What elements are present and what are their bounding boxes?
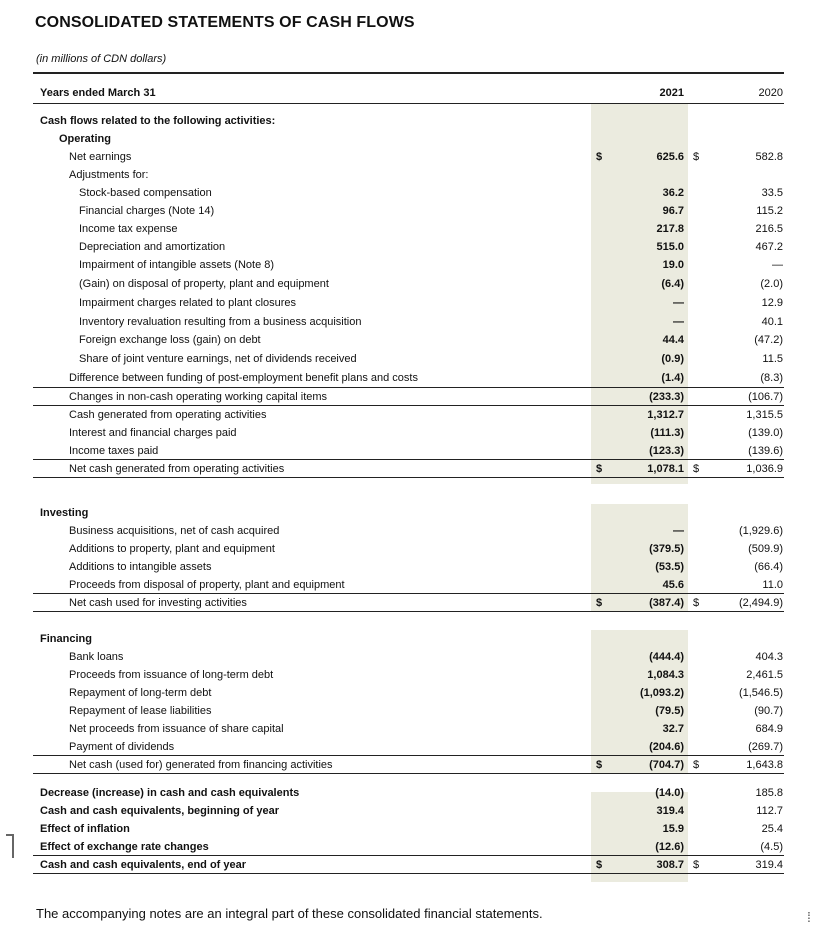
value-2021: (704.7) — [649, 759, 684, 771]
table-row — [0, 460, 816, 478]
value-2021: (53.5) — [655, 561, 684, 573]
table-row — [0, 238, 816, 256]
table-row — [0, 350, 816, 368]
value-2020: 467.2 — [755, 241, 783, 253]
table-row — [0, 576, 816, 594]
table-row — [0, 256, 816, 274]
subtotal-rule — [33, 387, 784, 388]
currency-2021: $ — [596, 859, 603, 871]
table-row — [0, 684, 816, 702]
value-2021: 32.7 — [662, 723, 684, 735]
table-row — [0, 442, 816, 460]
value-2020: 11.0 — [762, 579, 783, 591]
table-row — [0, 720, 816, 738]
currency-2020: $ — [693, 859, 700, 871]
value-2020: 1,036.9 — [746, 463, 783, 475]
currency-2020: $ — [693, 151, 700, 163]
table-row — [0, 331, 816, 349]
value-2020: 11.5 — [762, 353, 783, 365]
value-2020: (47.2) — [754, 334, 783, 346]
value-2021: (379.5) — [649, 543, 684, 555]
value-2020: 216.5 — [755, 223, 783, 235]
row-label: Changes in non-cash operating working capital items — [69, 391, 328, 403]
table-row — [0, 202, 816, 220]
row-label: Bank loans — [69, 651, 124, 663]
value-2020: (139.6) — [748, 445, 783, 457]
table-row — [0, 522, 816, 540]
row-label: Additions to property, plant and equipment — [69, 543, 275, 555]
value-2021: (111.3) — [650, 427, 684, 439]
row-label: Decrease (increase) in cash and cash equivalents — [40, 787, 300, 799]
value-2021: (1.4) — [661, 372, 684, 384]
row-label: Income tax expense — [79, 223, 178, 235]
value-2021: (1,093.2) — [639, 687, 684, 699]
row-label: Proceeds from issuance of long-term debt — [69, 669, 274, 681]
row-label: Financial charges (Note 14) — [79, 205, 215, 217]
value-2021: — — [673, 297, 684, 309]
currency-2021: $ — [596, 759, 603, 771]
value-2021: (233.3) — [649, 391, 684, 403]
table-row — [0, 148, 816, 166]
subtotal-rule — [33, 459, 784, 460]
table-row — [0, 294, 816, 312]
table-row — [0, 856, 816, 874]
row-label: Cash generated from operating activities — [69, 409, 267, 421]
value-2020: (8.3) — [760, 372, 783, 384]
table-row — [0, 838, 816, 856]
table-row — [0, 313, 816, 331]
value-2020: (139.0) — [748, 427, 783, 439]
subtotal-rule — [33, 855, 784, 856]
value-2020: 12.9 — [761, 297, 783, 309]
value-2021: 1,312.7 — [647, 409, 684, 421]
value-2021: (123.3) — [649, 445, 684, 457]
subtotal-rule — [33, 755, 784, 756]
table-row — [0, 130, 816, 148]
value-2020: 2,461.5 — [746, 669, 783, 681]
value-2021: 1,084.3 — [647, 669, 684, 681]
row-label: Net cash (used for) generated from financing activities — [69, 759, 333, 771]
subtotal-rule — [33, 405, 784, 406]
row-label: Cash and cash equivalents, beginning of year — [40, 805, 280, 817]
units-note: (in millions of CDN dollars) — [36, 53, 167, 65]
table-row — [0, 820, 816, 838]
value-2020: (90.7) — [754, 705, 783, 717]
row-label: Impairment charges related to plant closures — [79, 297, 297, 309]
value-2020: 319.4 — [755, 859, 783, 871]
value-2021: — — [673, 316, 684, 328]
value-2021: (204.6) — [649, 741, 684, 753]
table-row — [0, 184, 816, 202]
value-2020: 582.8 — [755, 151, 783, 163]
row-label: Income taxes paid — [69, 445, 159, 457]
value-2021: (79.5) — [655, 705, 684, 717]
currency-2021: $ — [596, 151, 603, 163]
value-2020: 404.3 — [755, 651, 783, 663]
table-row — [0, 756, 816, 774]
period-header: Years ended March 31 — [40, 87, 156, 99]
value-2020: 185.8 — [755, 787, 783, 799]
row-label: Repayment of lease liabilities — [69, 705, 212, 717]
table-row — [0, 112, 816, 130]
total-rule — [33, 611, 784, 612]
row-label: Repayment of long-term debt — [69, 687, 212, 699]
table-row — [0, 504, 816, 522]
row-label: Impairment of intangible assets (Note 8) — [79, 259, 275, 271]
row-label: Interest and financial charges paid — [69, 427, 237, 439]
value-2021: 625.6 — [656, 151, 684, 163]
table-row — [0, 630, 816, 648]
currency-2021: $ — [596, 463, 603, 475]
row-label: Depreciation and amortization — [79, 241, 226, 253]
row-label: Operating — [59, 133, 111, 145]
footnote: The accompanying notes are an integral part of these consolidated financial statements. — [36, 906, 543, 921]
row-label: Foreign exchange loss (gain) on debt — [79, 334, 261, 346]
currency-2020: $ — [693, 759, 700, 771]
value-2020: (2,494.9) — [738, 597, 783, 609]
table-row — [0, 369, 816, 387]
value-2020: (1,929.6) — [738, 525, 783, 537]
row-label: Business acquisitions, net of cash acquired — [69, 525, 280, 537]
statement-title: CONSOLIDATED STATEMENTS OF CASH FLOWS — [35, 14, 415, 31]
value-2021: 319.4 — [656, 805, 684, 817]
total-rule — [33, 773, 784, 774]
row-label: Adjustments for: — [69, 169, 149, 181]
value-2021: (387.4) — [649, 597, 684, 609]
value-2021: 96.7 — [662, 205, 684, 217]
table-row — [0, 220, 816, 238]
row-label: Effect of exchange rate changes — [40, 841, 209, 853]
table-row — [0, 406, 816, 424]
year-2020-header: 2020 — [758, 87, 783, 99]
value-2020: 40.1 — [761, 316, 783, 328]
page-edge-mark — [6, 834, 14, 858]
value-2021: 217.8 — [656, 223, 684, 235]
table-row — [0, 784, 816, 802]
value-2021: — — [673, 525, 684, 537]
value-2021: 45.6 — [662, 579, 684, 591]
value-2021: (0.9) — [661, 353, 684, 365]
table-row — [0, 702, 816, 720]
table-row — [0, 802, 816, 820]
table-row — [0, 594, 816, 612]
table-row — [0, 424, 816, 442]
value-2020: (4.5) — [760, 841, 783, 853]
value-2021: (12.6) — [655, 841, 684, 853]
value-2020: (66.4) — [754, 561, 783, 573]
value-2021: 515.0 — [656, 241, 684, 253]
table-row — [0, 738, 816, 756]
value-2021: 44.4 — [662, 334, 684, 346]
value-2021: (6.4) — [661, 278, 684, 290]
row-label: Net proceeds from issuance of share capital — [69, 723, 284, 735]
column-header-row — [0, 84, 816, 102]
value-2020: (509.9) — [748, 543, 783, 555]
text-cursor-icon: ⁞ — [807, 909, 811, 925]
value-2020: (269.7) — [748, 741, 783, 753]
value-2020: (2.0) — [760, 278, 783, 290]
row-label: Inventory revaluation resulting from a business acquisition — [79, 316, 362, 328]
currency-2021: $ — [596, 597, 603, 609]
table-row — [0, 275, 816, 293]
value-2021: 1,078.1 — [647, 463, 684, 475]
value-2021: 19.0 — [662, 259, 684, 271]
table-row — [0, 540, 816, 558]
total-rule — [33, 873, 784, 874]
currency-2020: $ — [693, 597, 700, 609]
table-row — [0, 648, 816, 666]
table-row — [0, 558, 816, 576]
row-label: Cash flows related to the following activities: — [40, 115, 276, 127]
row-label: Net earnings — [69, 151, 132, 163]
row-label: Additions to intangible assets — [69, 561, 212, 573]
value-2020: 1,643.8 — [746, 759, 783, 771]
value-2021: 36.2 — [662, 187, 684, 199]
value-2020: 115.2 — [756, 205, 783, 217]
value-2020: 1,315.5 — [746, 409, 783, 421]
table-row — [0, 388, 816, 406]
row-label: Cash and cash equivalents, end of year — [40, 859, 247, 871]
table-row — [0, 666, 816, 684]
total-rule — [33, 477, 784, 478]
currency-2020: $ — [693, 463, 700, 475]
year-2021-header: 2021 — [659, 87, 684, 99]
value-2020: 33.5 — [761, 187, 783, 199]
value-2020: (1,546.5) — [738, 687, 783, 699]
row-label: Net cash used for investing activities — [69, 597, 247, 609]
value-2021: (444.4) — [649, 651, 684, 663]
value-2020: 112.7 — [756, 805, 783, 817]
subtotal-rule — [33, 593, 784, 594]
value-2020: — — [772, 259, 783, 271]
value-2021: 15.9 — [662, 823, 684, 835]
row-label: Payment of dividends — [69, 741, 175, 753]
row-label: Proceeds from disposal of property, plant and equipment — [69, 579, 345, 591]
row-label: Effect of inflation — [40, 823, 130, 835]
value-2021: 308.7 — [656, 859, 684, 871]
row-label: Financing — [40, 633, 92, 645]
row-label: Difference between funding of post-employment benefit plans and costs — [69, 372, 418, 384]
value-2021: (14.0) — [655, 787, 684, 799]
row-label: Stock-based compensation — [79, 187, 212, 199]
row-label: Investing — [40, 507, 89, 519]
table-row — [0, 166, 816, 184]
row-label: (Gain) on disposal of property, plant and equipment — [79, 278, 329, 290]
value-2020: (106.7) — [748, 391, 783, 403]
value-2020: 25.4 — [761, 823, 783, 835]
value-2020: 684.9 — [755, 723, 783, 735]
row-label: Net cash generated from operating activities — [69, 463, 285, 475]
row-label: Share of joint venture earnings, net of dividends received — [79, 353, 357, 365]
header-top-rule — [33, 72, 784, 74]
